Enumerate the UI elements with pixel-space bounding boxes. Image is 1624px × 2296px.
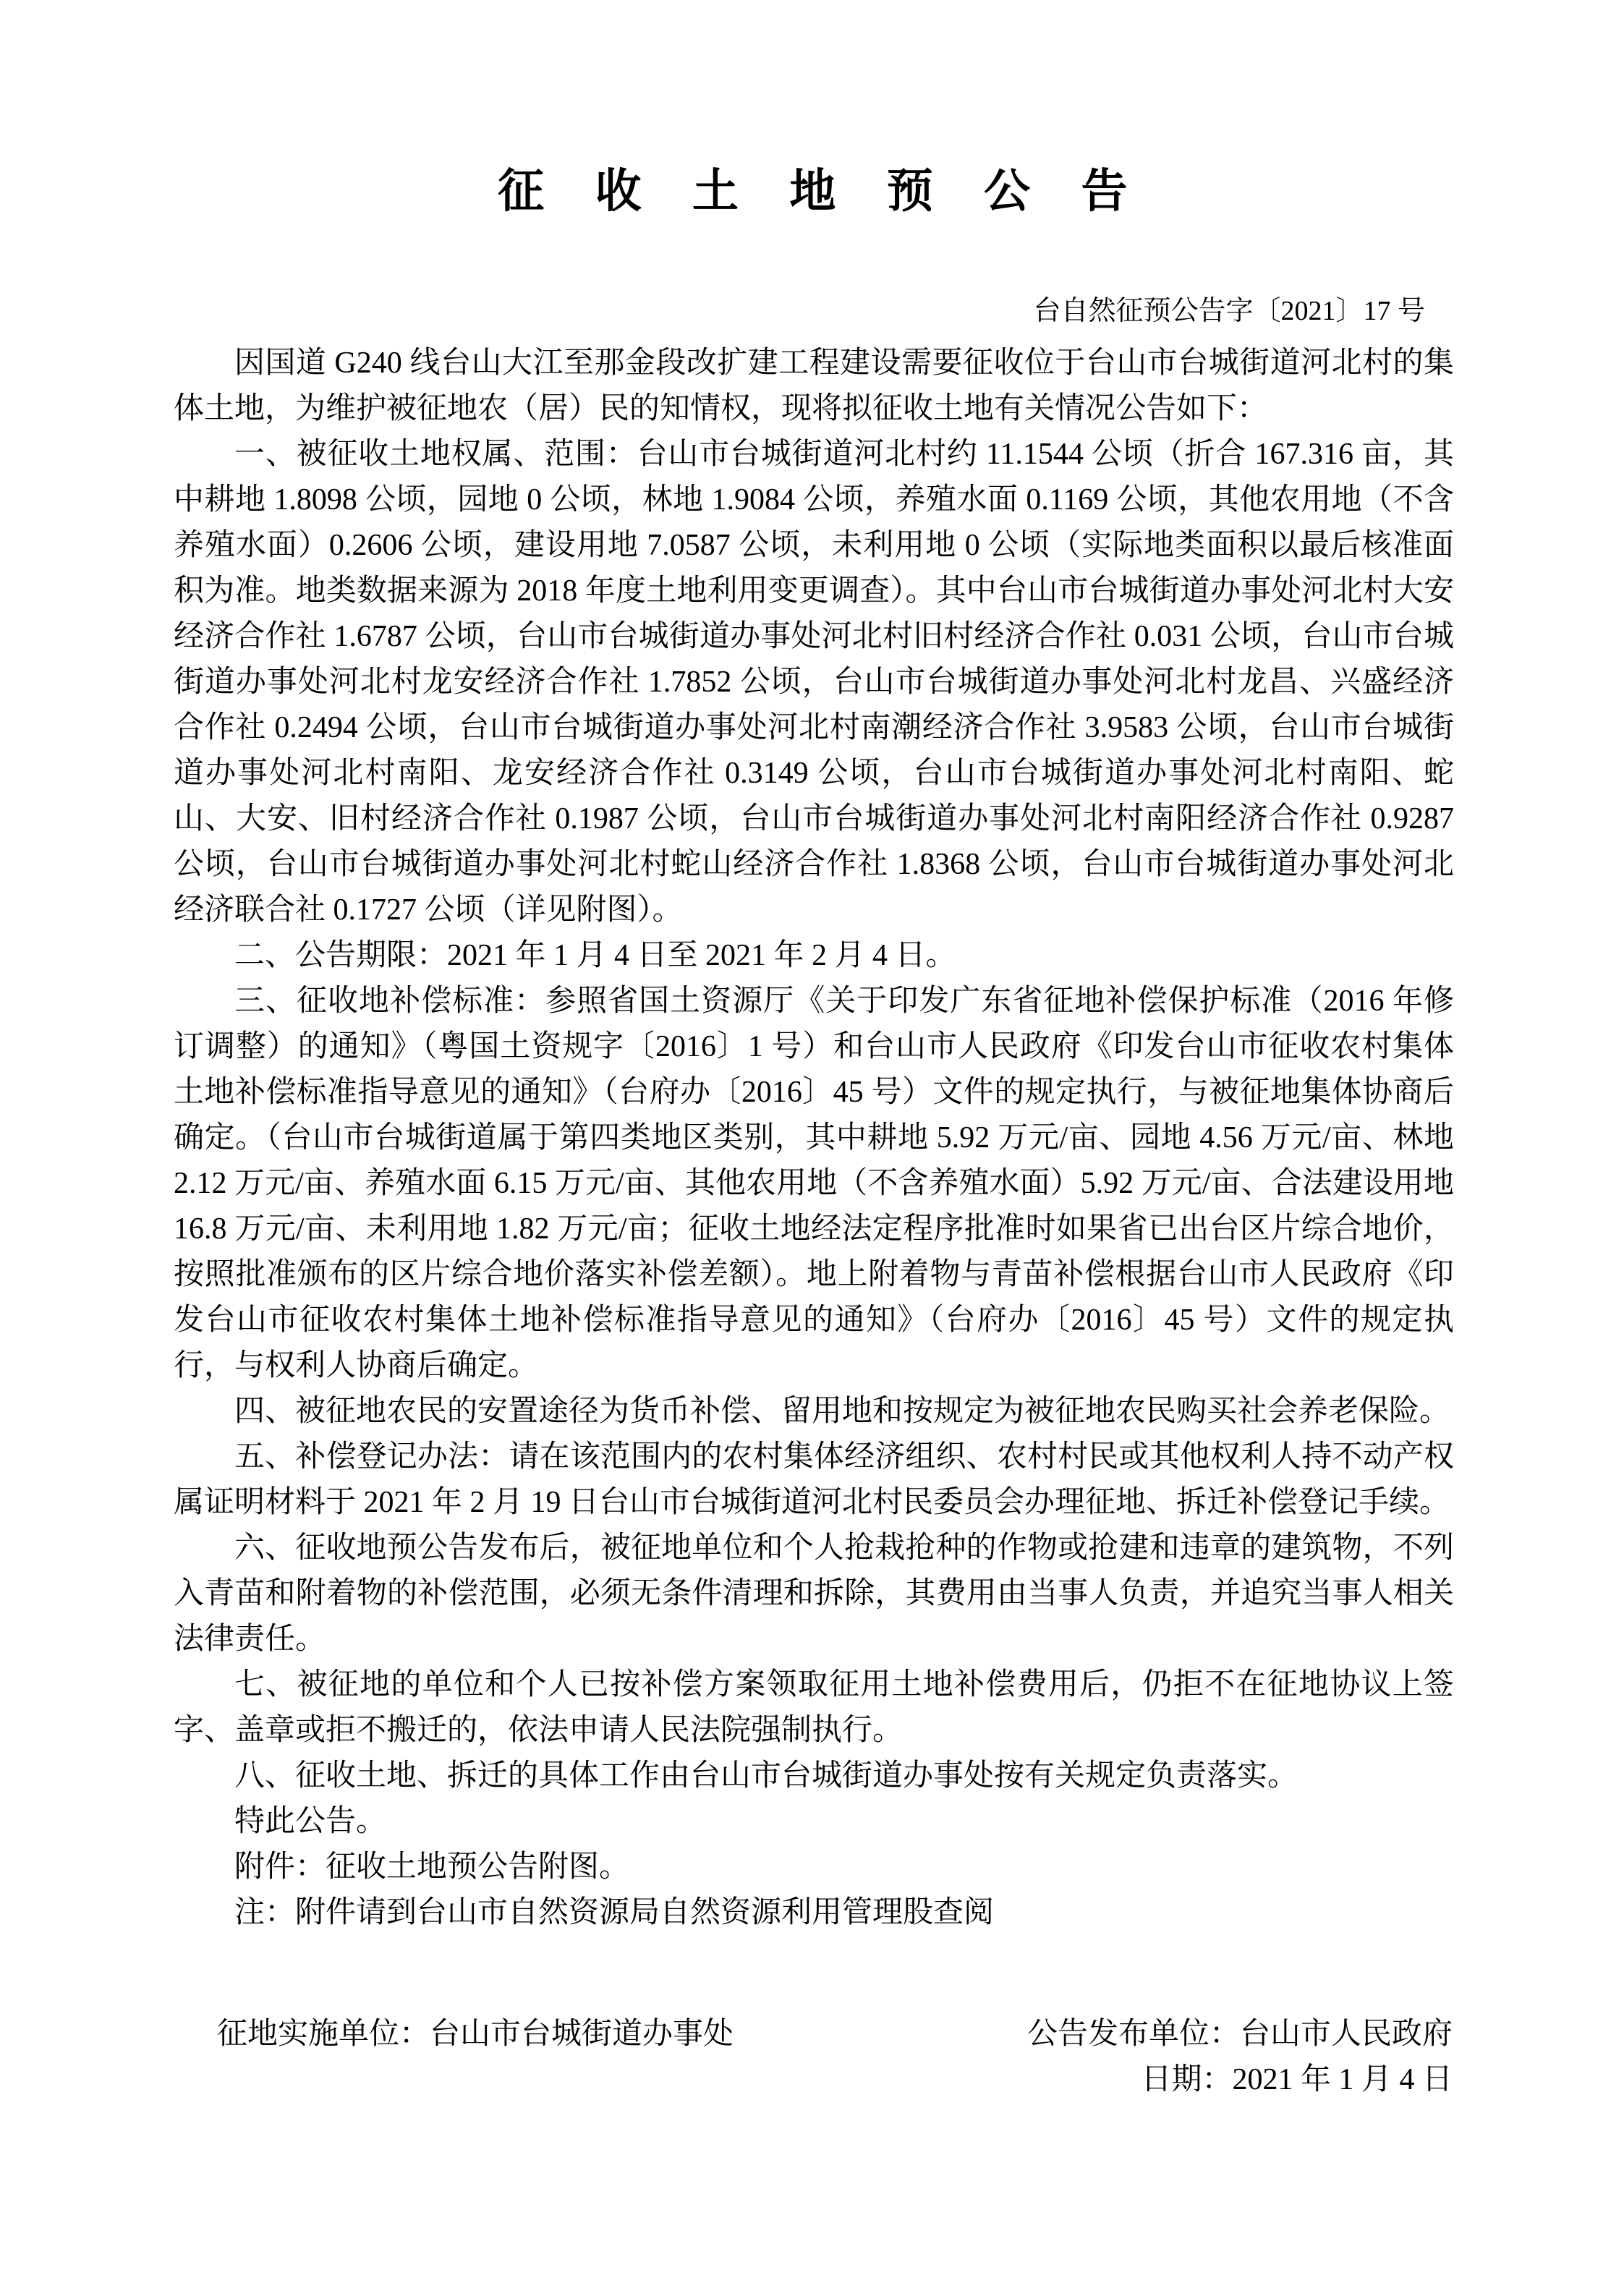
doc-number: 台自然征预公告字〔2021〕17 号: [1033, 296, 1425, 326]
announcement-body: [174, 341, 1454, 1936]
paragraph-attachment: 附件：征收土地预公告附图。: [234, 1850, 630, 1884]
document-title: 征 收 土 地 预 公 告: [498, 166, 1130, 217]
footer-date: 日期：2021 年 1 月 4 日: [1141, 2063, 1453, 2096]
paragraph-item-8: 八、征收土地、拆迁的具体工作由台山市台城街道办事处按有关规定负责落实。: [234, 1759, 1298, 1793]
footer-issuing-unit: 公告发布单位：台山市人民政府: [1026, 2017, 1453, 2051]
paragraph-item-3: 三、征收地补偿标准：参照省国土资源厅《关于印发广东省征地补偿保护标准（2016 年修订调整）的通知》（粤国土资规字〔2016〕1 号）和台山市人民政府《印发台山市征收农村集体土地补偿标准指导意见的通知》（台府办〔2016〕45 号）文件的规定执行，与被征地集体协商后确定。（台山市台城街道属于第四类地区类别，其中耕地 5.92 万元/亩、园地 4.56 万元/亩、林地 2.12 万元/亩、养殖水面 6.15 万元/亩、其他农用地（不含养殖水面）5.92 万元/亩、合法建设用地 16.8 万元/亩、未利用地 1.82 万元/亩；征收土地经法定程序批准时如果省已出台区片综合地价，按照批准颁布的区片综合地价落实补偿差额）。地上附着物与青苗补偿根据台山市人民政府《印发台山市征收农村集体土地补偿标准指导意见的通知》（台府办〔2016〕45 号）文件的规定执行，与权利人协商后确定。: [174, 985, 1454, 1382]
paragraph-item-5: 五、补偿登记办法：请在该范围内的农村集体经济组织、农村村民或其他权利人持不动产权属证明材料于 2021 年 2 月 19 日台山市台城街道河北村民委员会办理征地、拆迁补偿登记手续。: [174, 1440, 1454, 1519]
paragraph-note: 注：附件请到台山市自然资源局自然资源利用管理股查阅: [234, 1896, 995, 1929]
paragraph-item-6: 六、征收地预公告发布后，被征地单位和个人抢栽抢种的作物或抢建和违章的建筑物，不列入青苗和附着物的补偿范围，必须无条件清理和拆除，其费用由当事人负责，并追究当事人相关法律责任。: [174, 1531, 1454, 1656]
paragraph-closing: 特此公告。: [234, 1805, 387, 1838]
paragraph-item-7: 七、被征地的单位和个人已按补偿方案领取征用土地补偿费用后，仍拒不在征地协议上签字、盖章或拒不搬迁的，依法申请人民法院强制执行。: [174, 1668, 1454, 1747]
footer-implementing-unit: 征地实施单位：台山市台城街道办事处: [217, 2017, 734, 2051]
paragraph-intro: 因国道 G240 线台山大江至那金段改扩建工程建设需要征收位于台山市台城街道河北村的集体土地，为维护被征地农（居）民的知情权，现将拟征收土地有关情况公告如下：: [174, 346, 1454, 425]
paragraph-item-4: 四、被征地农民的安置途径为货币补偿、留用地和按规定为被征地农民购买社会养老保险。: [234, 1395, 1450, 1428]
paragraph-item-2: 二、公告期限：2021 年 1 月 4 日至 2021 年 2 月 4 日。: [234, 939, 956, 972]
footer-issuer-block: [1027, 2012, 1454, 2103]
paragraph-item-1: 一、被征收土地权属、范围：台山市台城街道河北村约 11.1544 公顷（折合 167.316 亩，其中耕地 1.8098 公顷，园地 0 公顷，林地 1.9084 公顷，养殖水面 0.1169 公顷，其他农用地（不含养殖水面）0.2606 公顷，建设用地 7.0587 公顷，未利用地 0 公顷（实际地类面积以最后核准面积为准。地类数据来源为 2018 年度土地利用变更调查）。其中台山市台城街道办事处河北村大安经济合作社 1.6787 公顷，台山市台城街道办事处河北村旧村经济合作社 0.031 公顷，台山市台城街道办事处河北村龙安经济合作社 1.7852 公顷，台山市台城街道办事处河北村龙昌、兴盛经济合作社 0.2494 公顷，台山市台城街道办事处河北村南潮经济合作社 3.9583 公顷，台山市台城街道办事处河北村南阳、龙安经济合作社 0.3149 公顷，台山市台城街道办事处河北村南阳、蛇山、大安、旧村经济合作社 0.1987 公顷，台山市台城街道办事处河北村南阳经济合作社 0.9287 公顷，台山市台城街道办事处河北村蛇山经济合作社 1.8368 公顷，台山市台城街道办事处河北经济联合社 0.1727 公顷（详见附图）。: [174, 438, 1454, 927]
document-footer: [174, 2012, 1454, 2103]
